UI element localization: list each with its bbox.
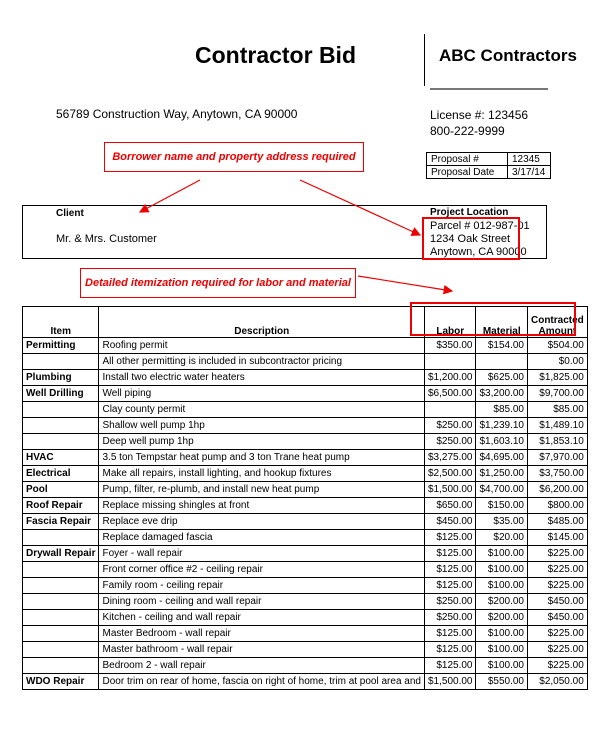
row-labor: $250.00 [424,594,476,610]
row-material: $4,695.00 [476,450,528,466]
row-item: Plumbing [23,370,99,386]
row-item: WDO Repair [23,674,99,690]
row-material: $100.00 [476,546,528,562]
row-amount: $2,050.00 [527,674,587,690]
col-description: Description [99,307,425,338]
row-description: Well piping [99,386,425,402]
row-item: Permitting [23,338,99,354]
row-description: Shallow well pump 1hp [99,418,425,434]
row-item: Fascia Repair [23,514,99,530]
row-material: $625.00 [476,370,528,386]
row-labor: $125.00 [424,642,476,658]
row-amount: $225.00 [527,626,587,642]
row-item: Roof Repair [23,498,99,514]
arrow-to-columns [358,276,452,291]
row-labor: $250.00 [424,434,476,450]
row-description: 3.5 ton Tempstar heat pump and 3 ton Trane heat pump [99,450,425,466]
col-labor: Labor [424,307,476,338]
row-material: $1,250.00 [476,466,528,482]
row-description: Master bathroom - wall repair [99,642,425,658]
row-item: HVAC [23,450,99,466]
proposal-number-label: Proposal # [427,153,508,166]
proposal-number-value: 12345 [508,153,551,166]
row-description: Make all repairs, install lighting, and hookup fixtures [99,466,425,482]
row-labor: $1,500.00 [424,482,476,498]
row-amount: $9,700.00 [527,386,587,402]
row-item: Electrical [23,466,99,482]
row-material: $100.00 [476,642,528,658]
borrower-annotation: Borrower name and property address required [104,142,364,172]
project-parcel: Parcel # 012-987-01 [430,220,530,232]
row-labor: $125.00 [424,546,476,562]
row-material: $35.00 [476,514,528,530]
row-description: Kitchen - ceiling and wall repair [99,610,425,626]
row-material: $20.00 [476,530,528,546]
col-amount: Contracted Amount [527,307,587,338]
row-amount: $225.00 [527,562,587,578]
row-labor: $125.00 [424,658,476,674]
itemization-annotation: Detailed itemization required for labor and material [80,268,356,298]
proposal-date-label: Proposal Date [427,166,508,179]
row-description: Install two electric water heaters [99,370,425,386]
row-material: $1,603.10 [476,434,528,450]
arrow-to-project [300,180,420,235]
row-labor: $250.00 [424,610,476,626]
row-labor: $1,500.00 [424,674,476,690]
row-amount: $1,853.10 [527,434,587,450]
col-material: Material [476,307,528,338]
row-description: Door trim on rear of home, fascia on right of home, trim at pool area and [99,674,425,690]
row-material: $4,700.00 [476,482,528,498]
row-amount: $225.00 [527,642,587,658]
row-material: $100.00 [476,658,528,674]
row-amount: $3,750.00 [527,466,587,482]
row-material: $150.00 [476,498,528,514]
row-labor: $250.00 [424,418,476,434]
proposal-date-value: 3/17/14 [508,166,551,179]
row-description: Roofing permit [99,338,425,354]
row-description: Replace missing shingles at front [99,498,425,514]
project-city: Anytown, CA 90000 [430,246,527,258]
col-item: Item [23,307,99,338]
row-material: $3,200.00 [476,386,528,402]
row-description: Master Bedroom - wall repair [99,626,425,642]
row-material: $154.00 [476,338,528,354]
row-item: Pool [23,482,99,498]
row-amount: $450.00 [527,594,587,610]
row-amount: $7,970.00 [527,450,587,466]
row-item: Drywall Repair [23,546,99,562]
row-labor: $125.00 [424,578,476,594]
row-labor: $650.00 [424,498,476,514]
row-material: $85.00 [476,402,528,418]
row-amount: $1,825.00 [527,370,587,386]
row-description: Front corner office #2 - ceiling repair [99,562,425,578]
row-item: Well Drilling [23,386,99,402]
row-amount: $450.00 [527,610,587,626]
arrow-to-client [140,180,200,212]
row-description: Family room - ceiling repair [99,578,425,594]
row-amount: $6,200.00 [527,482,587,498]
row-description: Dining room - ceiling and wall repair [99,594,425,610]
row-amount: $225.00 [527,546,587,562]
row-labor: $3,275.00 [424,450,476,466]
row-description: All other permitting is included in subcontractor pricing [99,354,425,370]
license-number: License #: 123456 [430,108,529,122]
row-material: $100.00 [476,626,528,642]
row-amount: $0.00 [527,354,587,370]
row-amount: $485.00 [527,514,587,530]
row-labor: $6,500.00 [424,386,476,402]
row-amount: $504.00 [527,338,587,354]
row-description: Clay county permit [99,402,425,418]
client-label: Client [56,208,84,219]
row-amount: $1,489.10 [527,418,587,434]
row-amount: $225.00 [527,658,587,674]
row-description: Deep well pump 1hp [99,434,425,450]
row-amount: $225.00 [527,578,587,594]
row-description: Replace eve drip [99,514,425,530]
row-labor: $350.00 [424,338,476,354]
page-title: Contractor Bid [195,42,356,68]
row-amount: $145.00 [527,530,587,546]
company-address: 56789 Construction Way, Anytown, CA 90000 [56,107,298,121]
row-labor: $1,200.00 [424,370,476,386]
row-amount: $800.00 [527,498,587,514]
row-labor: $450.00 [424,514,476,530]
phone-number: 800-222-9999 [430,124,505,138]
company-name: ABC Contractors [439,46,577,65]
row-material: $200.00 [476,610,528,626]
project-location-label: Project Location [430,207,509,218]
project-street: 1234 Oak Street [430,233,511,245]
row-description: Foyer - wall repair [99,546,425,562]
row-labor: $125.00 [424,530,476,546]
row-material: $200.00 [476,594,528,610]
row-labor: $2,500.00 [424,466,476,482]
row-description: Pump, filter, re-plumb, and install new heat pump [99,482,425,498]
row-labor: $125.00 [424,562,476,578]
row-material: $1,239.10 [476,418,528,434]
row-description: Bedroom 2 - wall repair [99,658,425,674]
row-material: $100.00 [476,578,528,594]
row-amount: $85.00 [527,402,587,418]
row-labor: $125.00 [424,626,476,642]
row-material: $550.00 [476,674,528,690]
client-name: Mr. & Mrs. Customer [56,233,157,245]
row-material: $100.00 [476,562,528,578]
row-description: Replace damaged fascia [99,530,425,546]
